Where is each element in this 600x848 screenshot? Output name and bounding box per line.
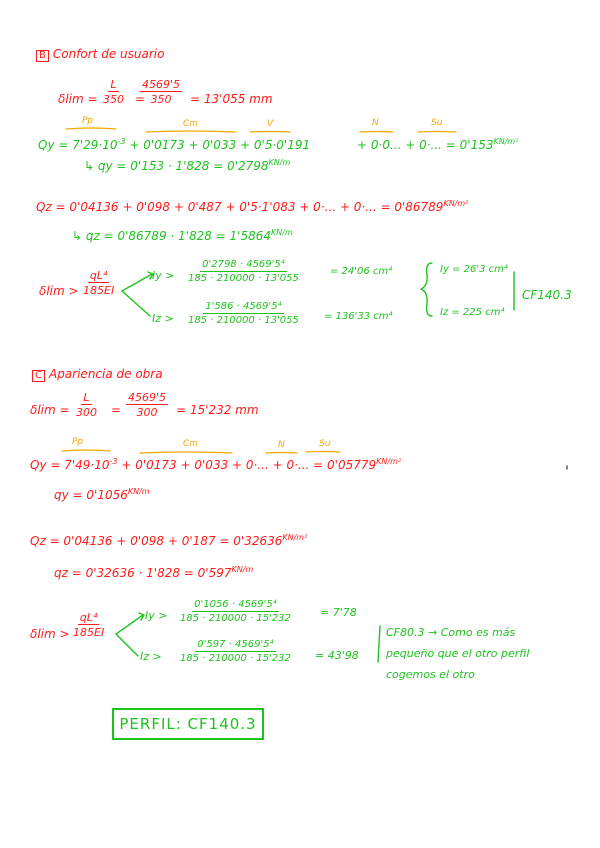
c-qy-rest: + 0'0173 + 0'033 + 0·... + 0·... = 0'05779 [121, 458, 377, 472]
c-cond-lhs: δlim > [30, 627, 70, 641]
b-qz-start: Qz = 0'04136 + 0'098 + 0'487 + 0'5·1'083 [36, 200, 296, 214]
c-iy-label: Iy > [145, 609, 168, 622]
b-branch-up [122, 272, 153, 291]
b-qy-rest: + 0'0173 + 0'033 + 0'5·0'191 [129, 138, 311, 152]
b-qz-line-text: ↳ qz = 0'86789 · 1'828 = 1'5864 [72, 229, 272, 243]
c-iz-result: = 43'98 [315, 649, 359, 662]
b-dlim-frac-1-den: 350 [103, 93, 124, 106]
b-iy-num: 0'2798 · 4569'5⁴ [202, 259, 285, 270]
c-iy-result: = 7'78 [320, 606, 357, 619]
b-dlim-frac-2-num: 4569'5 [142, 78, 181, 91]
b-dlim-lhs: δlim = [58, 92, 98, 106]
b-cond-num: qL⁴ [89, 269, 108, 282]
c-iz-num: 0'597 · 4569'5⁴ [197, 639, 274, 650]
c-qz-text: Qz = 0'04136 + 0'098 + 0'187 = 0'32636 [30, 534, 283, 548]
b-label-v: V [267, 119, 274, 129]
b-dlim-frac-2-den: 350 [150, 93, 172, 106]
c-iy-num: 0'1056 · 4569'5⁴ [194, 599, 277, 610]
b-dlim-result: = 13'055 mm [190, 92, 273, 106]
b-dlim-frac-1-num: L [110, 78, 117, 91]
c-overline-su [306, 452, 340, 453]
b-branch-down [122, 291, 150, 316]
b-qz-unit: KN/m² [443, 199, 469, 208]
b-label-cm: Cm [183, 119, 199, 129]
b-overline-cm [146, 131, 236, 132]
b-iz-result: = 136'33 cm⁴ [324, 311, 393, 322]
b-result-iy: Iy = 26'3 cm⁴ [440, 264, 508, 275]
c-qz-line-text: qz = 0'32636 · 1'828 = 0'597 [54, 566, 232, 580]
c-qy-start: Qy = 7'49·10 [30, 458, 110, 472]
b-qz-line-unit: KN/m [271, 228, 293, 237]
c-dlim-frac-2-den: 300 [136, 406, 158, 419]
b-iy-label: Iy > [152, 269, 175, 282]
c-iz-den: 185 · 210000 · 15'232 [180, 653, 291, 664]
c-dlim-frac-1-num: L [83, 391, 90, 404]
c-overline-pp [62, 450, 110, 451]
b-iy-result: = 24'06 cm⁴ [330, 266, 393, 277]
b-label-su: Su [431, 118, 443, 128]
b-profile: CF140.3 [522, 288, 572, 302]
b-qy-line-unit: KN/m [268, 158, 291, 167]
b-qy-start: Qy = 7'29·10 [38, 138, 118, 152]
c-overline-cm [140, 452, 232, 453]
c-cond-num: qL⁴ [79, 611, 98, 624]
b-qz-tail: + 0·... + 0·... = 0'86789 [299, 200, 444, 214]
c-branch-down [116, 634, 138, 656]
c-label-n: N [278, 440, 285, 450]
b-iz-num: 1'586 · 4569'5⁴ [205, 301, 282, 312]
b-iy-den: 185 · 210000 · 13'055 [188, 273, 299, 284]
c-note-line-2: pequeño que el otro perfil [386, 647, 530, 660]
c-qy-unit: KN/m² [376, 457, 402, 466]
b-brace [421, 263, 432, 316]
c-label-su: Su [319, 439, 331, 449]
c-qy-line-unit: KN/m [127, 487, 150, 496]
b-qy-tail-text: + 0·0... + 0·... = 0'153 [357, 138, 494, 152]
b-overline-n [360, 132, 393, 133]
c-note-line-3: cogemos el otro [386, 668, 475, 681]
c-iz-label: Iz > [140, 650, 162, 663]
b-result-iz: Iz = 225 cm⁴ [440, 307, 505, 318]
b-qy-unit: KN/m² [493, 137, 519, 146]
b-label-n: N [372, 118, 379, 128]
section-b-letter: B [36, 50, 49, 62]
c-note-line-1: CF80.3 → Como es más [386, 626, 516, 639]
b-iz-label: Iz > [152, 312, 174, 325]
section-c-title: Apariencia de obra [48, 367, 163, 381]
final-profile-label: PERFIL: CF140.3 [119, 715, 257, 733]
c-qz-unit: KN/m² [282, 533, 308, 542]
c-label-cm: Cm [183, 439, 199, 449]
b-cond-lhs: δlim > [39, 284, 79, 298]
c-label-pp: Pp [72, 437, 84, 447]
c-qy-exp: -3 [109, 457, 118, 466]
b-overline-su [418, 132, 456, 133]
c-dlim-frac-2-num: 4569'5 [128, 391, 167, 404]
c-dlim-eq: = [111, 403, 122, 417]
c-qy-line-text: qy = 0'1056 [54, 488, 128, 502]
section-b-title: Confort de usuario [52, 47, 165, 61]
b-iz-den: 185 · 210000 · 13'055 [188, 315, 299, 326]
c-bar [378, 626, 380, 662]
section-c-letter: C [32, 370, 45, 382]
c-cond-den: 185EI [73, 626, 105, 639]
c-dlim-lhs: δlim = [30, 403, 70, 417]
b-qy-line-text: ↳ qy = 0'153 · 1'828 = 0'2798 [84, 159, 269, 173]
c-dlim-result: = 15'232 mm [176, 403, 259, 417]
b-dlim-eq: = [135, 92, 146, 106]
c-overline-n [266, 453, 297, 454]
b-label-pp: Pp [82, 116, 94, 126]
c-iy-den: 185 · 210000 · 15'232 [180, 613, 291, 624]
c-branch-up [116, 613, 144, 634]
b-qy-exp: -3 [117, 137, 126, 146]
b-overline-pp [66, 128, 116, 129]
c-dlim-frac-1-den: 300 [76, 406, 97, 419]
b-cond-den: 185EI [83, 284, 115, 297]
b-overline-v [250, 132, 290, 133]
c-qz-line-unit: KN/m [231, 565, 254, 574]
